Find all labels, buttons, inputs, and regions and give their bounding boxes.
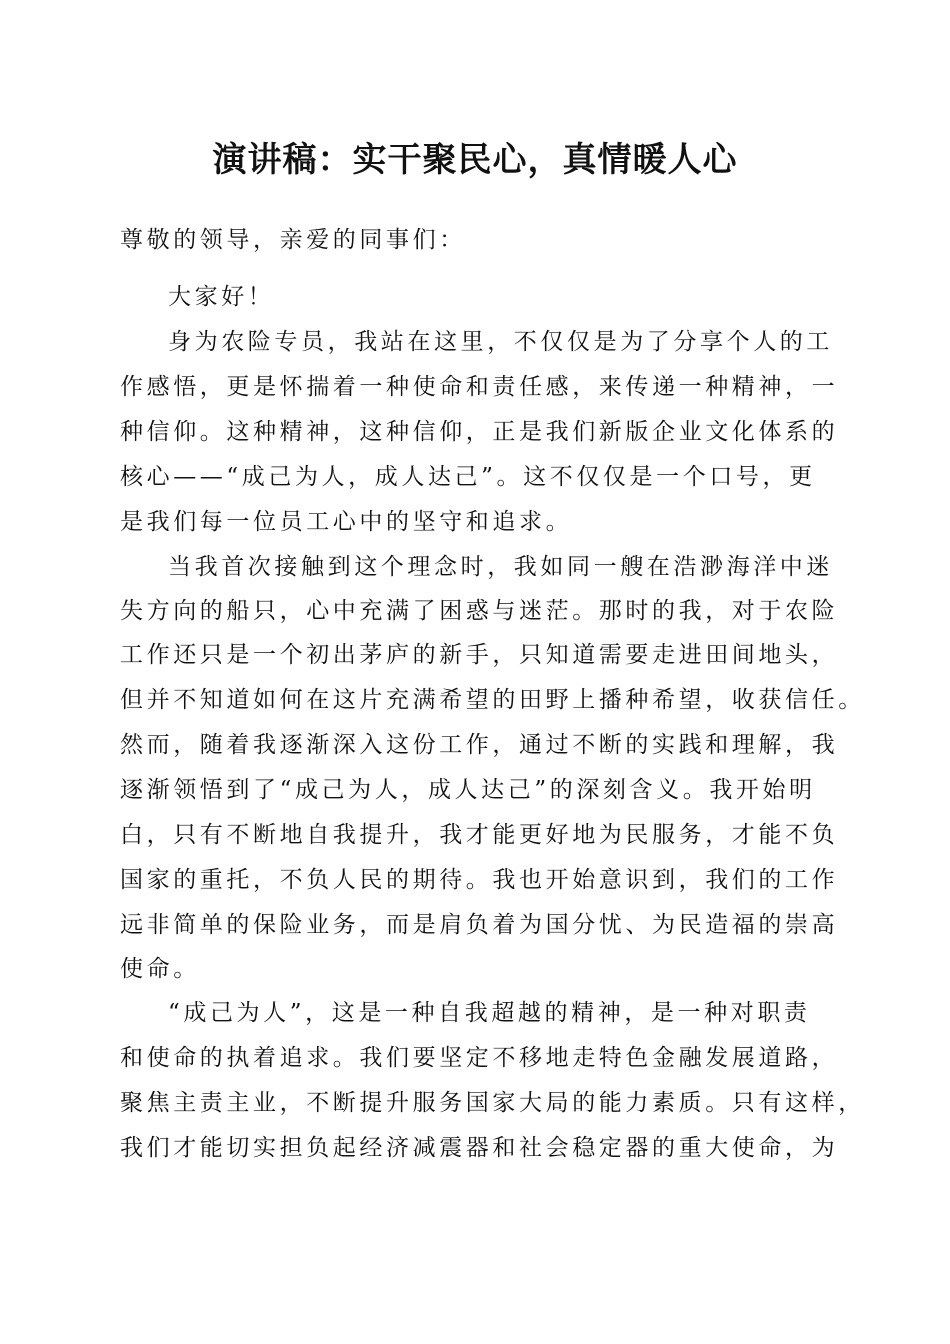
paragraph-2-line-3: 工作还只是一个初出茅庐的新手，只知道需要走进田间地头， (120, 642, 839, 668)
paragraph-2-line-8: 国家的重托，不负人民的期待。我也开始意识到，我们的工作 (120, 867, 839, 893)
paragraph-2-line-1: 当我首次接触到这个理念时，我如同一艘在浩渺海洋中迷 (168, 554, 833, 580)
paragraph-2-line-6: 逐渐领悟到了“成己为人，成人达己”的深刻含义。我开始明 (120, 777, 816, 803)
paragraph-1-line-3: 种信仰。这种精神，这种信仰，正是我们新版企业文化体系的 (120, 419, 839, 445)
salutation-line: 尊敬的领导，亲爱的同事们： (120, 227, 466, 253)
paragraph-1-line-5: 是我们每一位员工心中的坚守和追求。 (120, 509, 573, 535)
paragraph-2-line-7: 白，只有不断地自我提升，我才能更好地为民服务，才能不负 (120, 822, 839, 848)
paragraph-2-line-4: 但并不知道如何在这片充满希望的田野上播种希望，收获信任。 (120, 687, 865, 713)
document-title: 演讲稿：实干聚民心，真情暖人心 (212, 140, 738, 180)
paragraph-1-line-1: 身为农险专员，我站在这里，不仅仅是为了分享个人的工 (168, 329, 833, 355)
paragraph-1-line-2: 作感悟，更是怀揣着一种使命和责任感，来传递一种精神，一 (120, 374, 839, 400)
paragraph-2-line-9: 远非简单的保险业务，而是肩负着为国分忧、为民造福的崇高 (120, 912, 839, 938)
paragraph-3-line-3: 聚焦主责主业，不断提升服务国家大局的能力素质。只有这样， (120, 1090, 865, 1116)
paragraph-3-line-4: 我们才能切实担负起经济减震器和社会稳定器的重大使命，为 (120, 1135, 839, 1161)
paragraph-2-line-10: 使命。 (120, 956, 200, 982)
paragraph-1-line-4: 核心——“成己为人，成人达己”。这不仅仅是一个口号，更 (120, 464, 816, 490)
paragraph-3-line-1: “成己为人”，这是一种自我超越的精神，是一种对职责 (168, 1000, 811, 1026)
greeting-line: 大家好！ (168, 284, 275, 310)
paragraph-3-line-2: 和使命的执着追求。我们要坚定不移地走特色金融发展道路， (120, 1045, 839, 1071)
paragraph-2-line-2: 失方向的船只，心中充满了困惑与迷茫。那时的我，对于农险 (120, 598, 839, 624)
paragraph-2-line-5: 然而，随着我逐渐深入这份工作，通过不断的实践和理解，我 (120, 732, 839, 758)
